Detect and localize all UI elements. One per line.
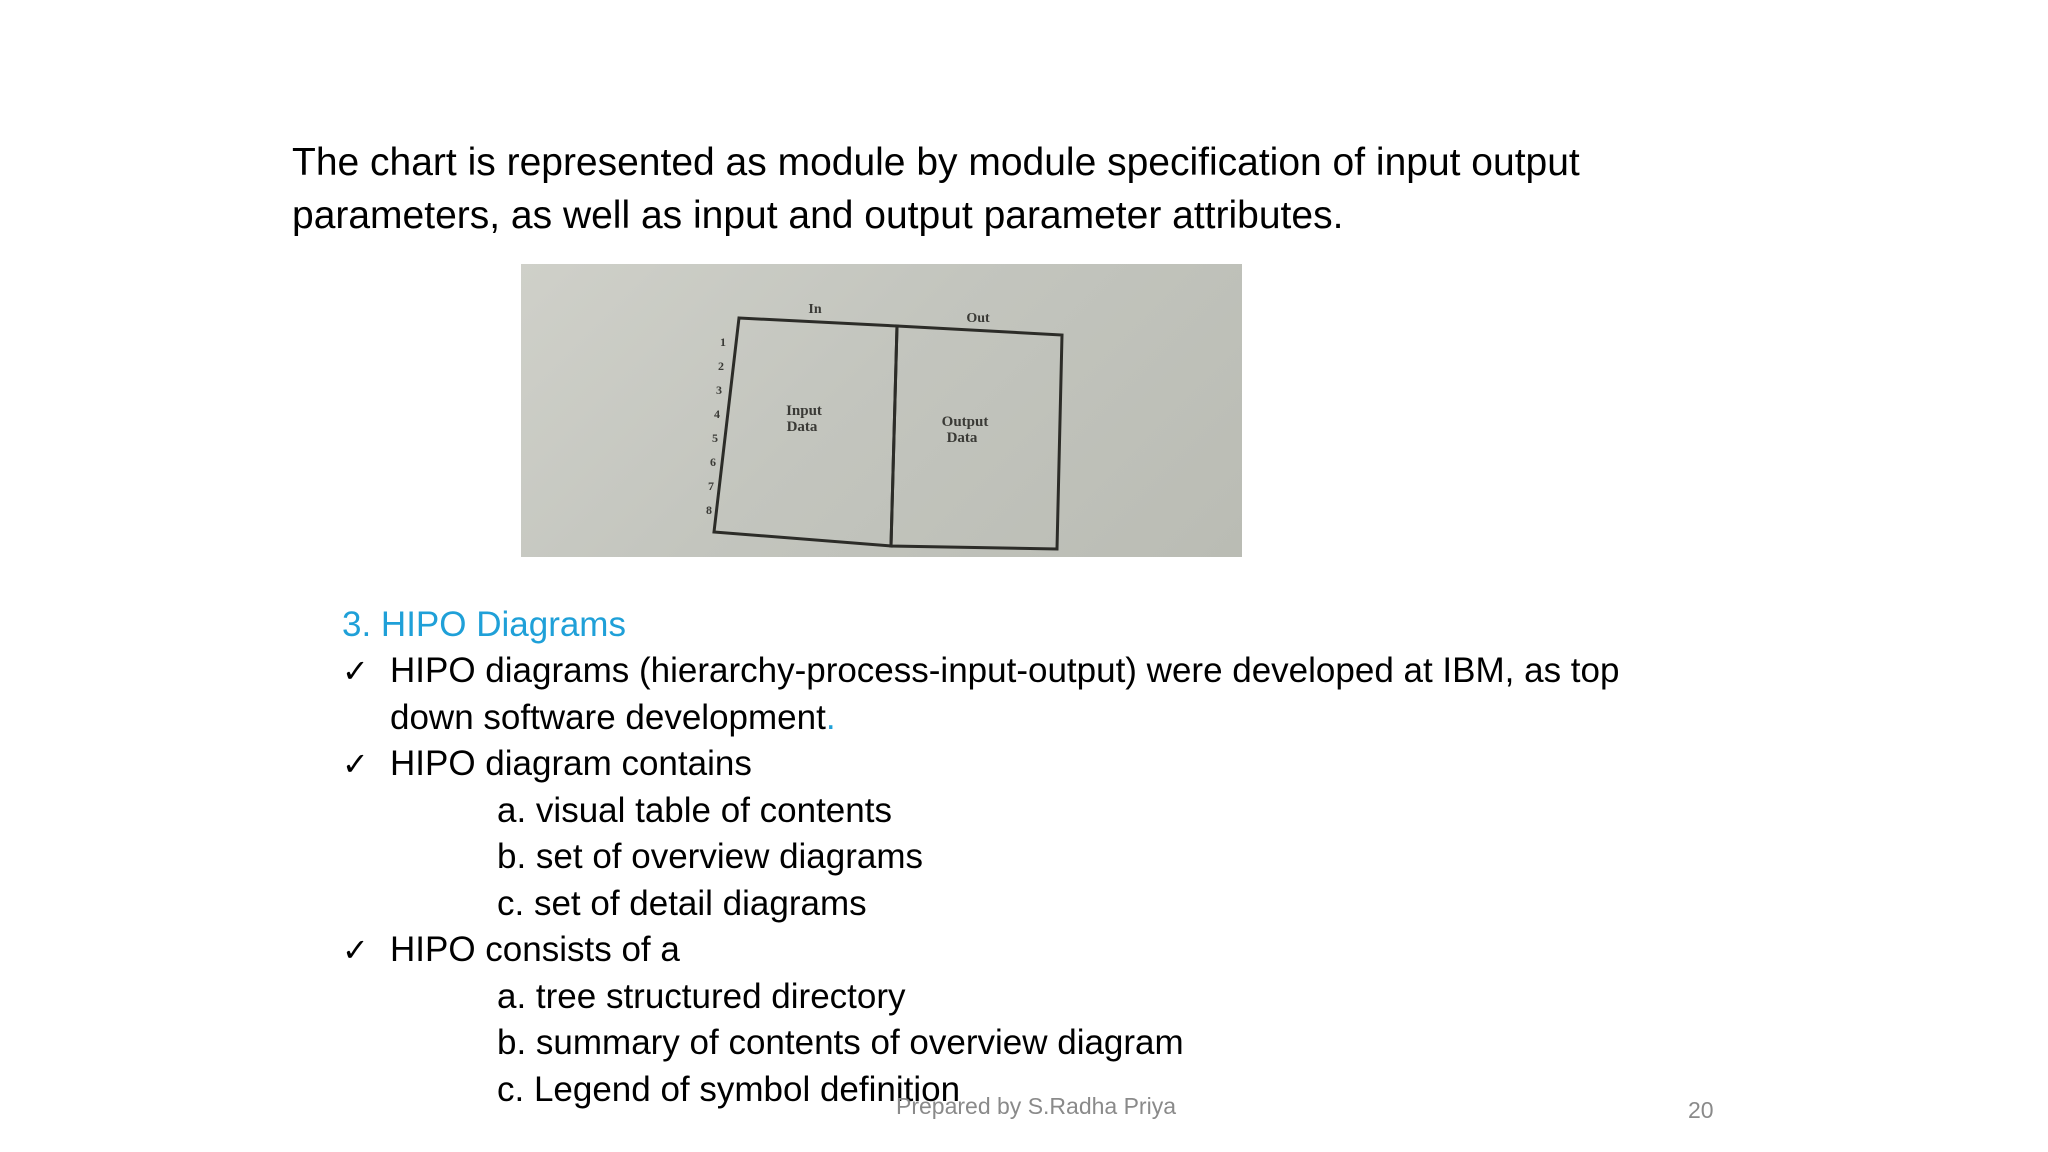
bullet-text: HIPO diagram contains	[390, 744, 752, 783]
footer-credit: Prepared by S.Radha Priya	[896, 1093, 1176, 1119]
out-header: Out	[966, 311, 990, 326]
row-number: 1	[720, 335, 726, 349]
section-heading: 3. HIPO Diagrams	[342, 605, 626, 644]
bullet-text: HIPO diagrams (hierarchy-process-input-output) were developed at IBM, as top	[390, 651, 1620, 690]
bullet-item	[342, 648, 1702, 695]
row-number: 6	[710, 455, 716, 469]
bullet-continuation	[342, 695, 1702, 742]
row-number: 8	[706, 503, 712, 517]
input-label-2: Data	[786, 419, 818, 435]
input-output-chart-drawing	[521, 264, 1242, 557]
bullet-list	[342, 648, 1702, 1113]
bullet-text: HIPO consists of a	[390, 930, 680, 969]
row-number: 2	[718, 359, 724, 373]
sub-item: b. summary of contents of overview diagram	[497, 1023, 1184, 1062]
row-number: 4	[714, 407, 720, 421]
checkmark-icon: ✓	[342, 931, 369, 969]
sub-item: c. Legend of symbol definition	[497, 1069, 961, 1109]
checkmark-icon: ✓	[342, 652, 369, 690]
bullet-text: down software development	[390, 697, 826, 737]
intro-paragraph	[292, 136, 1732, 242]
input-label-1: Input	[786, 403, 822, 419]
sub-item: a. tree structured directory	[497, 976, 906, 1016]
bullet-item	[342, 927, 1702, 974]
row-number: 7	[708, 479, 714, 493]
checkmark-icon: ✓	[342, 745, 369, 783]
sub-item: c. set of detail diagrams	[497, 883, 867, 923]
row-number-labels	[706, 335, 726, 517]
bullet-item	[342, 741, 1702, 788]
in-header: In	[808, 302, 822, 317]
input-output-chart-photo	[521, 264, 1242, 557]
intro-line-2: parameters, as well as input and output parameter attributes.	[292, 194, 1344, 237]
row-number: 5	[712, 431, 718, 445]
accent-period: .	[825, 697, 836, 737]
slide-number: 20	[1688, 1097, 1714, 1123]
output-label-2: Data	[946, 430, 978, 446]
sub-item: a. visual table of contents	[497, 790, 892, 830]
intro-line-1: The chart is represented as module by module specification of input output	[292, 141, 1580, 184]
sub-item: b. set of overview diagrams	[497, 837, 924, 876]
output-label-1: Output	[941, 414, 989, 430]
row-number: 3	[716, 383, 722, 397]
